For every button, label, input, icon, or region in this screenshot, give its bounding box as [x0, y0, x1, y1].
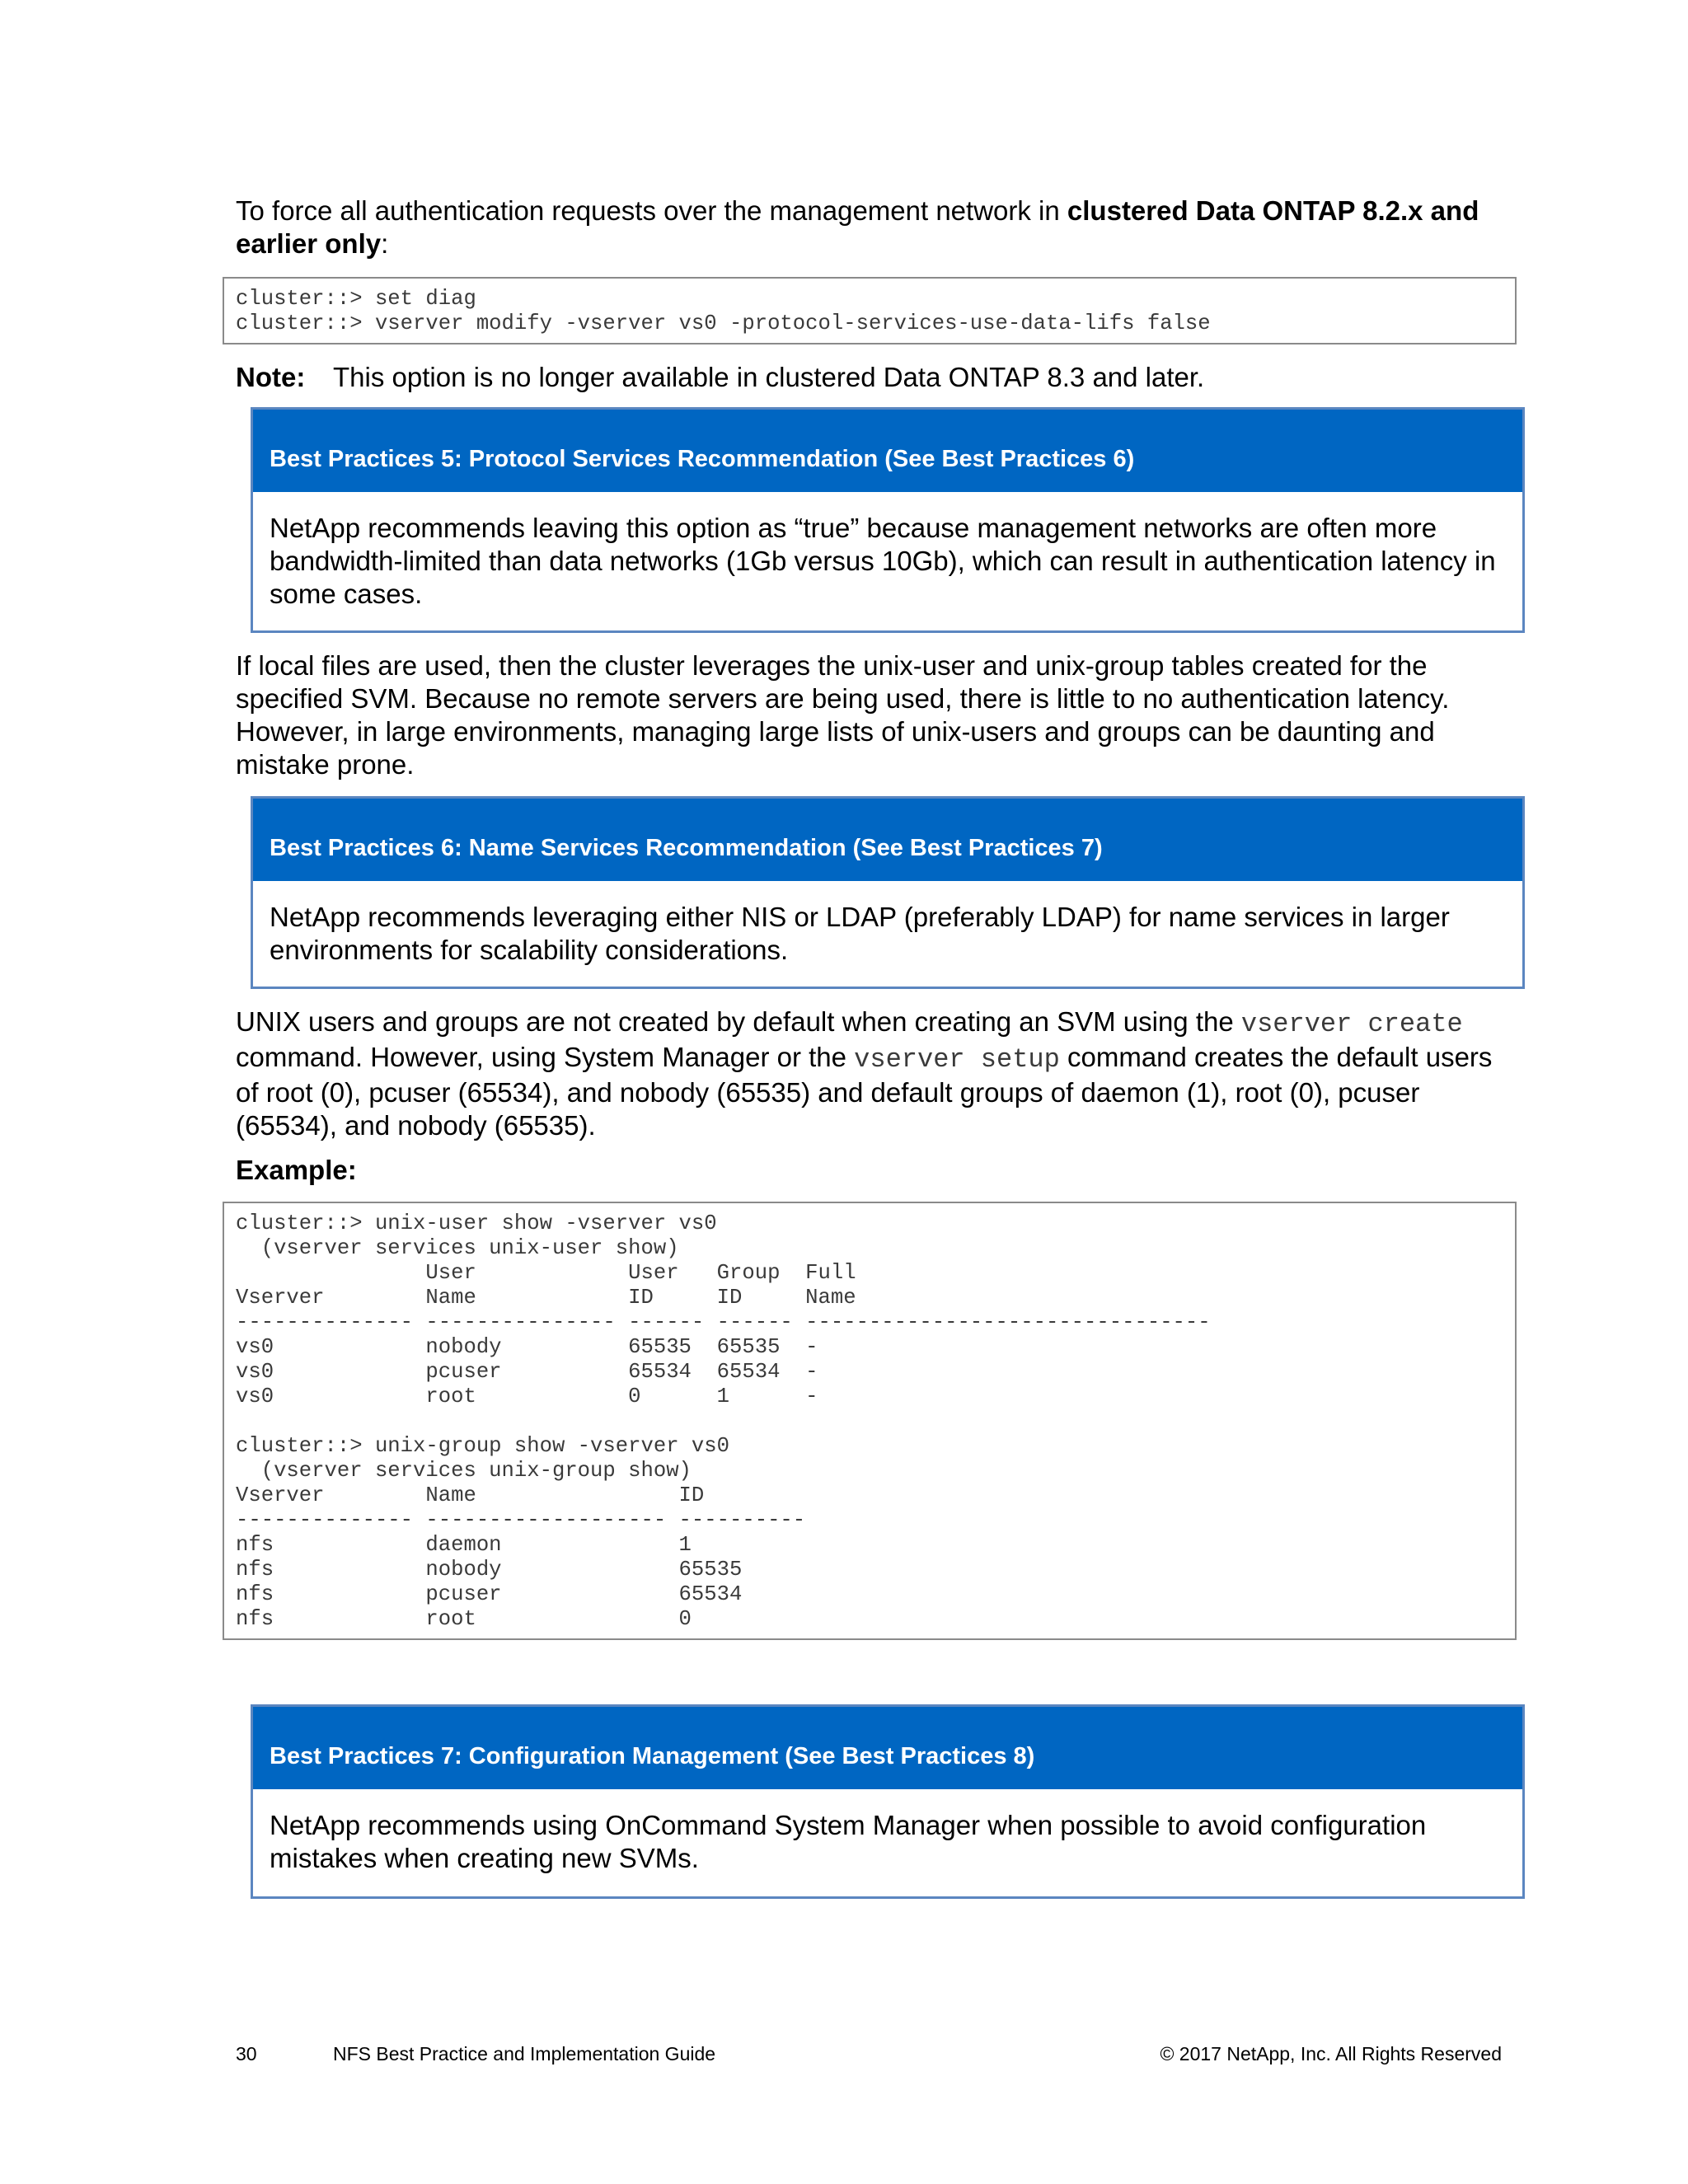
- code-line: vs0 root 0 1 -: [236, 1385, 818, 1408]
- code-line: [236, 1409, 1503, 1434]
- footer-copyright: © 2017 NetApp, Inc. All Rights Reserved: [1160, 2043, 1502, 2064]
- intro-bold-text: clustered Data ONTAP 8.2.x and earlier only: [236, 195, 1479, 259]
- code-line: Vserver Name ID: [236, 1483, 705, 1507]
- code-line: (vserver services unix-user show): [236, 1236, 679, 1260]
- best-practice-body: NetApp recommends leveraging either NIS or LDAP (preferably LDAP) for name services in larger environments for scalability considerations.: [270, 902, 1450, 965]
- code-block-unix-example: [223, 1202, 1517, 1640]
- code-line: User User Group Full: [236, 1261, 856, 1285]
- code-line: cluster::> set diag: [236, 287, 476, 311]
- best-practice-title: Best Practices 5: Protocol Services Recommendation (See Best Practices 6): [253, 410, 1522, 492]
- code-line: nfs pcuser 65534: [236, 1582, 743, 1606]
- best-practice-box-7: [251, 1704, 1525, 1899]
- code-line: -------------- ------------------- ----------: [236, 1508, 806, 1532]
- code-line: (vserver services unix-group show): [236, 1459, 692, 1483]
- local-files-paragraph: If local files are used, then the cluster leverages the unix-user and unix-group tables created for the specified SVM. Because no remote servers are being used, there is little to no authentication latency. However, in large environments, managing large lists of unix-users and groups can be daunting and mistake prone.: [236, 650, 1450, 780]
- intro-paragraph: To force all authentication requests over the management network in clustered Data ONTAP 8.2.x and earlier only:: [236, 195, 1479, 259]
- note-text: This option is no longer available in clustered Data ONTAP 8.3 and later.: [333, 362, 1205, 392]
- code-line: vs0 nobody 65535 65535 -: [236, 1335, 818, 1359]
- unix-users-paragraph: UNIX users and groups are not created by default when creating an SVM using the vserver create command. However, using System Manager or the vserver setup command creates the default users of root (0), pcuser (65534), and nobody (65535) and default groups of daemon (1), root (0), pcuser (65534), and nobody (65535).: [236, 1006, 1493, 1141]
- example-label: Example:: [236, 1155, 357, 1185]
- code-line: cluster::> unix-group show -vserver vs0: [236, 1434, 729, 1458]
- best-practice-body: NetApp recommends leaving this option as “true” because management networks are often more bandwidth-limited than data networks (1Gb versus 10Gb), which can result in authentication latency in some cases.: [270, 513, 1496, 609]
- best-practice-box-5: [251, 407, 1525, 633]
- best-practice-box-6: [251, 796, 1525, 989]
- code-block-set-diag: [223, 277, 1517, 344]
- code-line: cluster::> vserver modify -vserver vs0 -protocol-services-use-data-lifs false: [236, 312, 1211, 335]
- footer-page-number: 30: [236, 2043, 257, 2064]
- code-line: nfs daemon 1: [236, 1533, 692, 1557]
- footer-doc-title: NFS Best Practice and Implementation Guide: [333, 2043, 716, 2064]
- code-line: vs0 pcuser 65534 65534 -: [236, 1360, 818, 1384]
- note-label: Note:: [236, 362, 306, 392]
- inline-code-vserver-create: vserver create: [1240, 1009, 1463, 1039]
- code-line: nfs nobody 65535: [236, 1558, 743, 1582]
- code-line: -------------- --------------- ------ ------ --------------------------------: [236, 1310, 1211, 1334]
- code-line: nfs root 0: [236, 1607, 692, 1631]
- inline-code-vserver-setup: vserver setup: [854, 1044, 1060, 1075]
- best-practice-title: Best Practices 7: Configuration Management (See Best Practices 8): [253, 1707, 1522, 1789]
- best-practice-title: Best Practices 6: Name Services Recommendation (See Best Practices 7): [253, 799, 1522, 881]
- code-line: cluster::> unix-user show -vserver vs0: [236, 1212, 717, 1235]
- best-practice-body: NetApp recommends using OnCommand System Manager when possible to avoid configuration mistakes when creating new SVMs.: [270, 1810, 1427, 1873]
- note: [236, 361, 1204, 394]
- code-line: Vserver Name ID ID Name: [236, 1286, 856, 1310]
